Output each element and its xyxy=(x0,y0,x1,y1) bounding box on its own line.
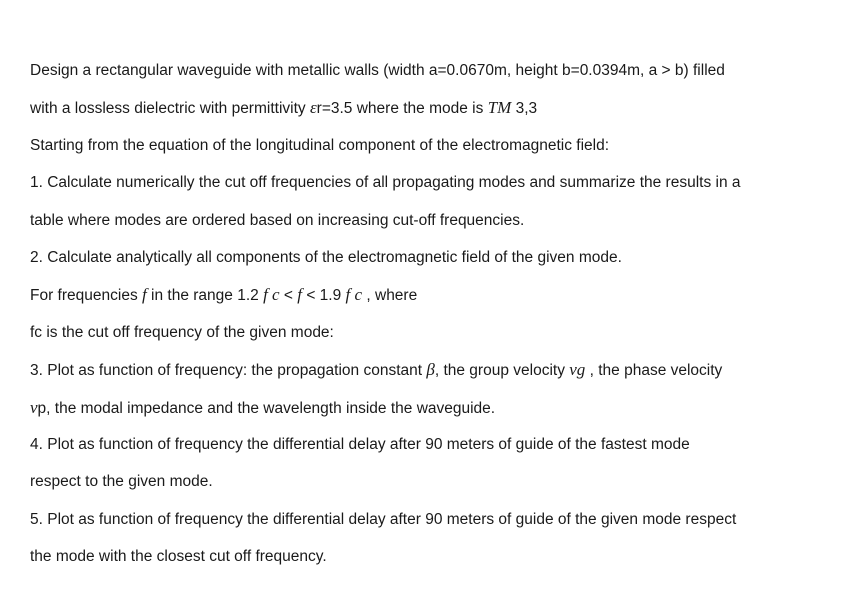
text-line-11 xyxy=(30,431,830,468)
text-line-8 xyxy=(30,319,830,356)
text-run: the mode with the closest cut off frequency. xyxy=(30,548,327,566)
text-run: Design a rectangular waveguide with metallic walls (width a=0.0670m, height b=0.0394m, a > b) filled xyxy=(30,62,725,79)
text-line-4 xyxy=(30,169,830,206)
text-line-6 xyxy=(30,244,830,281)
text-line-5 xyxy=(30,207,830,244)
text-line-13 xyxy=(30,506,830,543)
vg-symbol: vg xyxy=(569,360,586,380)
text-run: 3. Plot as function of frequency: the propagation constant xyxy=(30,362,427,380)
text-run: , where xyxy=(362,287,418,305)
text-line-12 xyxy=(30,468,830,505)
text-line-14 xyxy=(30,543,830,580)
text-run: p, the modal impedance and the wavelength inside the waveguide. xyxy=(37,399,496,417)
text-run: table where modes are ordered based on increasing cut-off frequencies. xyxy=(30,211,525,229)
text-run: < xyxy=(279,287,298,305)
fc-symbol: f c xyxy=(345,285,363,305)
text-run: < 1.9 xyxy=(302,287,346,305)
text-run: 4. Plot as function of frequency the differential delay after 90 meters of guide of the fastest mode xyxy=(30,435,690,453)
text-line-10 xyxy=(30,394,830,431)
text-run: r=3.5 where the mode is xyxy=(316,100,488,118)
text-run: 3,3 xyxy=(511,100,538,118)
text-run: Starting from the equation of the longitudinal component of the electromagnetic field: xyxy=(30,136,610,154)
epsilon-symbol: ε xyxy=(309,98,317,118)
f-symbol: f xyxy=(142,285,147,305)
text-line-7 xyxy=(30,281,830,318)
v-symbol: v xyxy=(30,397,38,417)
text-run: in the range 1.2 xyxy=(146,287,264,305)
text-run: , the group velocity xyxy=(434,362,570,380)
text-run: with a lossless dielectric with permittivity xyxy=(30,100,310,118)
text-run: respect to the given mode. xyxy=(30,473,213,491)
text-line-9 xyxy=(30,356,830,393)
tm-symbol: TM xyxy=(487,98,512,118)
f-symbol: f xyxy=(297,285,303,305)
beta-symbol: β xyxy=(426,360,435,380)
text-run: 2. Calculate analytically all components of the electromagnetic field of the given mode. xyxy=(30,248,622,266)
text-run: 5. Plot as function of frequency the differential delay after 90 meters of guide of the given mode respect xyxy=(30,510,737,528)
document-body xyxy=(30,57,830,580)
text-run: For frequencies xyxy=(30,287,142,305)
text-line-3 xyxy=(30,132,830,169)
text-line-2 xyxy=(30,94,830,131)
text-run: , the phase velocity xyxy=(585,362,723,380)
fc-symbol: f c xyxy=(263,285,280,305)
text-run: 1. Calculate numerically the cut off frequencies of all propagating modes and summarize the results in a xyxy=(30,174,741,192)
text-line-1 xyxy=(30,57,830,94)
text-run: fc is the cut off frequency of the given mode: xyxy=(30,323,334,341)
